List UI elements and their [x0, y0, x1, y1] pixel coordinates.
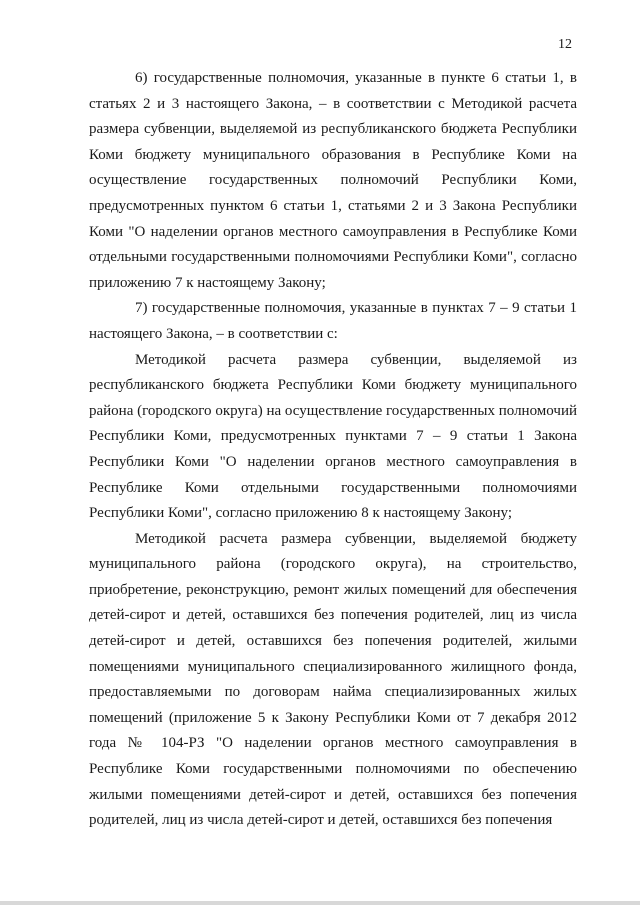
scan-bottom-edge	[0, 901, 640, 905]
paragraph-item-6: 6) государственные полномочия, указанные в пункте 6 статьи 1, в статьях 2 и 3 настоящего Закона, – в соответствии с Методикой расчета размера субвенции, выделяемой из республиканского бюджета Республики Коми бюджету муниципального образования в Республике Коми на осуществление государственных полномочий Республики Коми, предусмотренных пунктом 6 статьи 1, статьями 2 и 3 Закона Республики Коми "О наделении органов местного самоуправления в Республике Коми отдельными государственными полномочиями Республики Коми", согласно приложению 7 к настоящему Закону;	[89, 70, 577, 291]
paragraph-item-7: 7) государственные полномочия, указанные в пунктах 7 – 9 статьи 1 настоящего Закона, – в соответствии с:	[89, 300, 577, 342]
document-body	[89, 66, 577, 834]
paragraph-methodology-2: Методикой расчета размера субвенции, выделяемой бюджету муниципального района (городского округа), на строительство, приобретение, реконструкцию, ремонт жилых помещений для обеспечения детей-сирот и детей, оставшихся без попечения родителей, лиц из числа детей-сирот и детей, оставшихся без попечения родителей, жилыми помещениями муниципального специализированного жилищного фонда, предоставляемыми по договорам найма специализированных жилых помещений (приложение 5 к Закону Республики Коми от 7 декабря 2012 года № 104-РЗ "О наделении органов местного самоуправления в Республике Коми государственными полномочиями по обеспечению жилыми помещениями детей-сирот и детей, оставшихся без попечения родителей, лиц из числа детей-сирот и детей, оставшихся без попечения	[89, 530, 577, 829]
paragraph-methodology-1: Методикой расчета размера субвенции, выделяемой из республиканского бюджета Республики Коми бюджету муниципального района (городского округа) на осуществление государственных полномочий Республики Коми, предусмотренных пунктами 7 – 9 статьи 1 Закона Республики Коми "О наделении органов местного самоуправления в Республике Коми отдельными государственными полномочиями Республики Коми", согласно приложению 8 к настоящему Закону;	[89, 351, 577, 522]
page-number: 12	[558, 37, 572, 52]
